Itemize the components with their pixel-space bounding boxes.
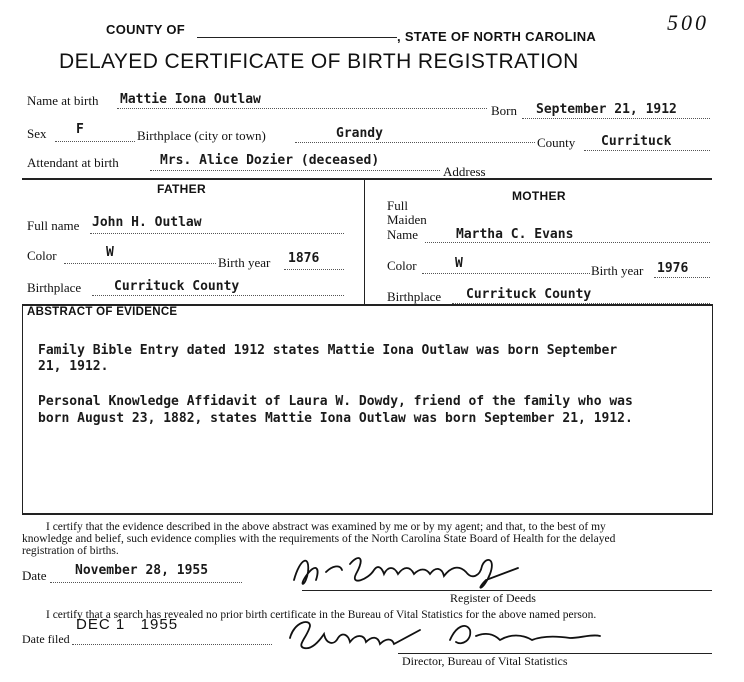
father-color-value: W	[106, 245, 114, 260]
mother-birthplace-label: Birthplace	[387, 289, 442, 304]
mother-name-value: Martha C. Evans	[456, 227, 574, 242]
certification-text-line-1: I certify that the evidence described in the above abstract was examined by me or by my agent; and that, to the best of my	[46, 521, 606, 533]
name-line	[117, 108, 487, 109]
sex-value: F	[76, 122, 84, 137]
father-birth-year-value: 1876	[288, 251, 320, 266]
mother-color-value: W	[455, 256, 463, 271]
father-birthplace-label: Birthplace	[27, 280, 82, 295]
mother-name-label-full: Full	[387, 198, 408, 213]
father-name-line	[90, 233, 344, 234]
father-birthplace-line	[92, 295, 344, 296]
certification-text-line-3: registration of births.	[22, 545, 119, 557]
date-filed-line	[72, 644, 272, 645]
born-value: September 21, 1912	[536, 102, 677, 117]
evidence-left-rule	[22, 304, 23, 513]
certification-date-label: Date	[22, 568, 47, 583]
file-number-handwritten: 500	[667, 10, 709, 35]
certification-text-line-2: knowledge and belief, such evidence complies with the requirements of the North Carolina State Board of Health for the delayed	[22, 533, 616, 545]
vital-statistics-title: Director, Bureau of Vital Statistics	[402, 654, 568, 668]
date-filed-stamp: DEC 1 1955	[76, 616, 179, 633]
sex-line	[55, 141, 135, 142]
mother-color-label: Color	[387, 258, 417, 273]
certification-date-line	[50, 582, 242, 583]
name-at-birth-label: Name at birth	[27, 93, 99, 108]
mother-heading: MOTHER	[512, 189, 566, 203]
county-field-label: County	[537, 135, 576, 150]
attendant-label: Attendant at birth	[27, 155, 119, 170]
birthplace-line	[295, 142, 535, 143]
mother-birthplace-value: Currituck County	[466, 287, 592, 302]
mother-name-label-name: Name	[387, 227, 419, 242]
father-heading: FATHER	[157, 182, 206, 196]
search-certification-text: I certify that a search has revealed no prior birth certificate in the Bureau of Vital Statistics for the above named person.	[46, 609, 597, 621]
county-line	[584, 150, 710, 151]
evidence-heading: ABSTRACT OF EVIDENCE	[27, 306, 178, 318]
evidence-entry-1-line-2: 21, 1912.	[38, 359, 109, 374]
county-blank-line	[197, 37, 397, 38]
certificate-title: DELAYED CERTIFICATE OF BIRTH REGISTRATION	[59, 50, 579, 73]
father-name-value: John H. Outlaw	[92, 215, 202, 230]
attendant-line	[150, 170, 440, 171]
county-label: COUNTY OF	[106, 22, 186, 37]
register-of-deeds-title: Register of Deeds	[450, 591, 536, 605]
evidence-right-rule	[712, 304, 713, 513]
born-label: Born	[491, 103, 517, 118]
mother-color-line	[422, 273, 590, 274]
mother-name-line	[425, 242, 710, 243]
mother-birth-year-label: Birth year	[591, 263, 644, 278]
certification-date-value: November 28, 1955	[75, 563, 209, 578]
county-field-value: Currituck	[601, 134, 672, 149]
address-label: Address	[443, 164, 486, 179]
father-name-label: Full name	[27, 218, 80, 233]
parents-divider	[364, 178, 365, 304]
father-color-line	[64, 263, 216, 264]
mother-birth-year-line	[654, 277, 710, 278]
attendant-value: Mrs. Alice Dozier (deceased)	[160, 153, 380, 168]
evidence-entry-2-line-1: Personal Knowledge Affidavit of Laura W. Dowdy, friend of the family who was	[38, 394, 633, 409]
birthplace-value: Grandy	[336, 126, 383, 141]
born-line	[522, 118, 710, 119]
evidence-bottom-rule	[22, 513, 713, 515]
state-label: , STATE OF NORTH CAROLINA	[397, 29, 597, 44]
father-birthplace-value: Currituck County	[114, 279, 240, 294]
father-color-label: Color	[27, 248, 57, 263]
mother-name-label-maiden: Maiden	[387, 212, 427, 227]
date-filed-label: Date filed	[22, 632, 70, 646]
evidence-entry-2-line-2: born August 23, 1882, states Mattie Iona Outlaw was born September 21, 1912.	[38, 411, 633, 426]
register-of-deeds-signature	[286, 546, 558, 596]
parents-top-rule	[22, 178, 712, 180]
father-birth-year-line	[284, 269, 344, 270]
name-at-birth-value: Mattie Iona Outlaw	[120, 92, 261, 107]
birthplace-label: Birthplace (city or town)	[137, 128, 266, 143]
vital-statistics-signature	[280, 612, 610, 658]
evidence-entry-1-line-1: Family Bible Entry dated 1912 states Mattie Iona Outlaw was born September	[38, 343, 618, 358]
sex-label: Sex	[27, 126, 47, 141]
father-birth-year-label: Birth year	[218, 255, 271, 270]
mother-birth-year-value: 1976	[657, 261, 689, 276]
